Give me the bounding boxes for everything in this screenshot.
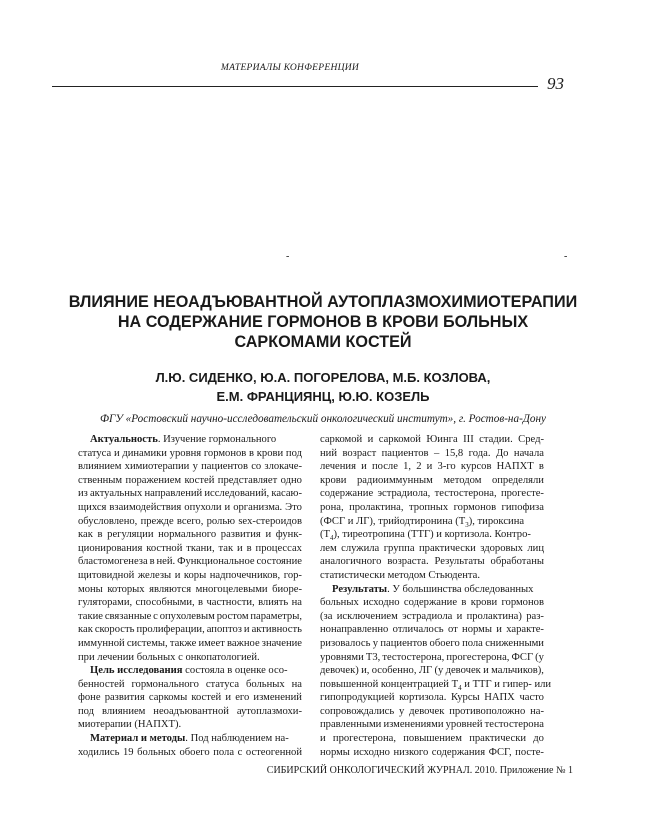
text-line: $(Т_4)$, тиреотропина (ТТГ) и кортизола. Контро- bbox=[320, 529, 531, 543]
text-line: миотерапии (НАПХТ). bbox=[78, 719, 182, 731]
text-line: лем служила группа практически здоровых лиц bbox=[320, 542, 544, 554]
text-line: больных исходно содержание в крови гормонов bbox=[320, 597, 544, 609]
text-line: под влиянием неоадъювантной аутоплазмохи- bbox=[78, 705, 302, 717]
title-line: НА СОДЕРЖАНИЕ ГОРМОНОВ В КРОВИ БОЛЬНЫХ bbox=[117, 313, 529, 331]
right-column bbox=[320, 433, 552, 759]
text-line: обусловлено, прежде всего, ролью sex-стероидов bbox=[78, 515, 302, 527]
text-line: ственным поражением костей представляет одно bbox=[78, 474, 302, 486]
heading-results: Результаты bbox=[332, 583, 388, 595]
text-line: гуляторами, способными, в частности, влиять на bbox=[78, 597, 302, 609]
heading-methods: Материал и методы bbox=[90, 733, 186, 745]
text-line: сопровождались у девочек противоположно на- bbox=[320, 705, 544, 717]
authors-line: Е.М. ФРАНЦИЯНЦ, Ю.Ю. КОЗЕЛЬ bbox=[216, 389, 430, 404]
text-line: ризовалось у пациентов обоего пола сниженными bbox=[320, 637, 544, 649]
text-line: бластомогенеза в ней. Функциональное состояние bbox=[78, 556, 302, 568]
paragraph-first-line: Результаты. У большинства обследованных bbox=[332, 583, 534, 595]
text-line: такие связанные с опухолевым ростом параметры, bbox=[78, 610, 302, 622]
article-authors bbox=[30, 368, 616, 406]
left-column bbox=[78, 433, 302, 759]
text-line: бенностей гормонального статуса больных на bbox=[78, 678, 302, 690]
text-line: гипопродукцией кортизола. Курсы НАПХ часто bbox=[320, 692, 544, 704]
text-line: повышенной концентрацией $Т_4$ и ТТГ и гипер- или bbox=[320, 678, 552, 692]
article-title bbox=[30, 292, 616, 352]
title-line: САРКОМАМИ КОСТЕЙ bbox=[234, 333, 412, 351]
text-line: статистически методом Стьюдента. bbox=[320, 569, 481, 581]
text-line: содержание эстрадиола, тестостерона, прогесте- bbox=[320, 488, 544, 500]
text-line: правленными изменениями уровней тестостерона bbox=[320, 719, 544, 731]
text-line: статуса и динамики уровня гормонов в крови под bbox=[78, 447, 302, 459]
journal-footer: СИБИРСКИЙ ОНКОЛОГИЧЕСКИЙ ЖУРНАЛ. 2010. Приложение № 1 bbox=[266, 765, 573, 776]
text-line: щитовидной железы и коры надпочечников, гор- bbox=[78, 569, 302, 581]
text-line: моны которых являются многоцелевыми биоре- bbox=[78, 583, 302, 595]
text-line: девочек) и, особенно, ЛГ (у девочек и мальчиков), bbox=[320, 665, 544, 677]
authors-line: Л.Ю. СИДЕНКО, Ю.А. ПОГОРЕЛОВА, М.Б. КОЗЛОВА, bbox=[155, 370, 491, 385]
title-line: ВЛИЯНИЕ НЕОАДЪЮВАНТНОЙ АУТОПЛАЗМОХИМИОТЕРАПИИ bbox=[68, 293, 578, 311]
affiliation: ФГУ «Ростовский научно-исследовательский онкологический институт», г. Ростов-на-Дону bbox=[99, 413, 547, 425]
text-line: нонаправленно отличалось от нормы и характе- bbox=[320, 624, 544, 636]
paragraph-first-line: Актуальность. Изучение гормонального bbox=[90, 434, 277, 445]
text-line: как в регуляции нормального развития и функ- bbox=[78, 529, 302, 541]
page-number: 93 bbox=[547, 74, 564, 93]
text-line: при лечении больных с онкопатологией. bbox=[78, 651, 260, 663]
text-line: аналогичного возраста. Результаты обработаны bbox=[320, 556, 544, 568]
text-line: как скорость пролиферации, апоптоз и активность bbox=[78, 624, 302, 636]
text-line: (за исключением эстрадиола и пролактина) раз- bbox=[320, 610, 544, 622]
text-line: лечения и после 1, 2 и 3-го курсов НАПХТ в bbox=[320, 461, 544, 473]
heading-aim: Цель исследования bbox=[90, 665, 183, 677]
text-line: нормы исходно низкого содержания ФСГ, посте- bbox=[320, 746, 544, 758]
heading-relevance: Актуальность bbox=[90, 434, 158, 445]
text-line: ционирования костной ткани, так и в процессах bbox=[78, 542, 302, 554]
text-line: ходились 19 больных обоего пола с остеогенной bbox=[78, 746, 302, 758]
text-line: из актуальных направлений исследований, касаю- bbox=[78, 488, 302, 500]
text-line: фоне развития саркомы костей и его изменений bbox=[78, 692, 302, 704]
dash-mark-left: - bbox=[286, 251, 290, 262]
text-line: и прогестерона, повышением практически до bbox=[320, 733, 544, 745]
text-line: щихся взаимодействия опухоли и организма. Это bbox=[78, 501, 302, 513]
running-head: МАТЕРИАЛЫ КОНФЕРЕНЦИИ bbox=[220, 63, 360, 73]
paragraph-first-line: Материал и методы. Под наблюдением на- bbox=[90, 733, 289, 745]
text-line: уровнями Т3, тестостерона, прогестерона, ФСГ (у bbox=[320, 651, 544, 663]
text-line: иммунной системы, также имеет важное значение bbox=[78, 637, 302, 649]
dash-mark-right: - bbox=[564, 251, 568, 262]
text-line: (ФСГ и ЛГ), трийодтиронина $(Т_3)$, тироксина bbox=[320, 515, 525, 529]
header-rule bbox=[52, 86, 538, 87]
paragraph-first-line: Цель исследования состояла в оценке осо- bbox=[90, 665, 288, 677]
text-line: крови радиоиммунным методом определяли bbox=[320, 474, 544, 486]
text-line: саркомой и саркомой Юинга III стадии. Сред- bbox=[320, 434, 544, 445]
text-line: рона, пролактина, тропных гормонов гипофиза bbox=[320, 501, 544, 513]
text-line: влиянием химиотерапии у пациентов со злокаче- bbox=[78, 461, 302, 473]
text-line: ний возраст пациентов – 15,8 года. До начала bbox=[320, 447, 544, 459]
